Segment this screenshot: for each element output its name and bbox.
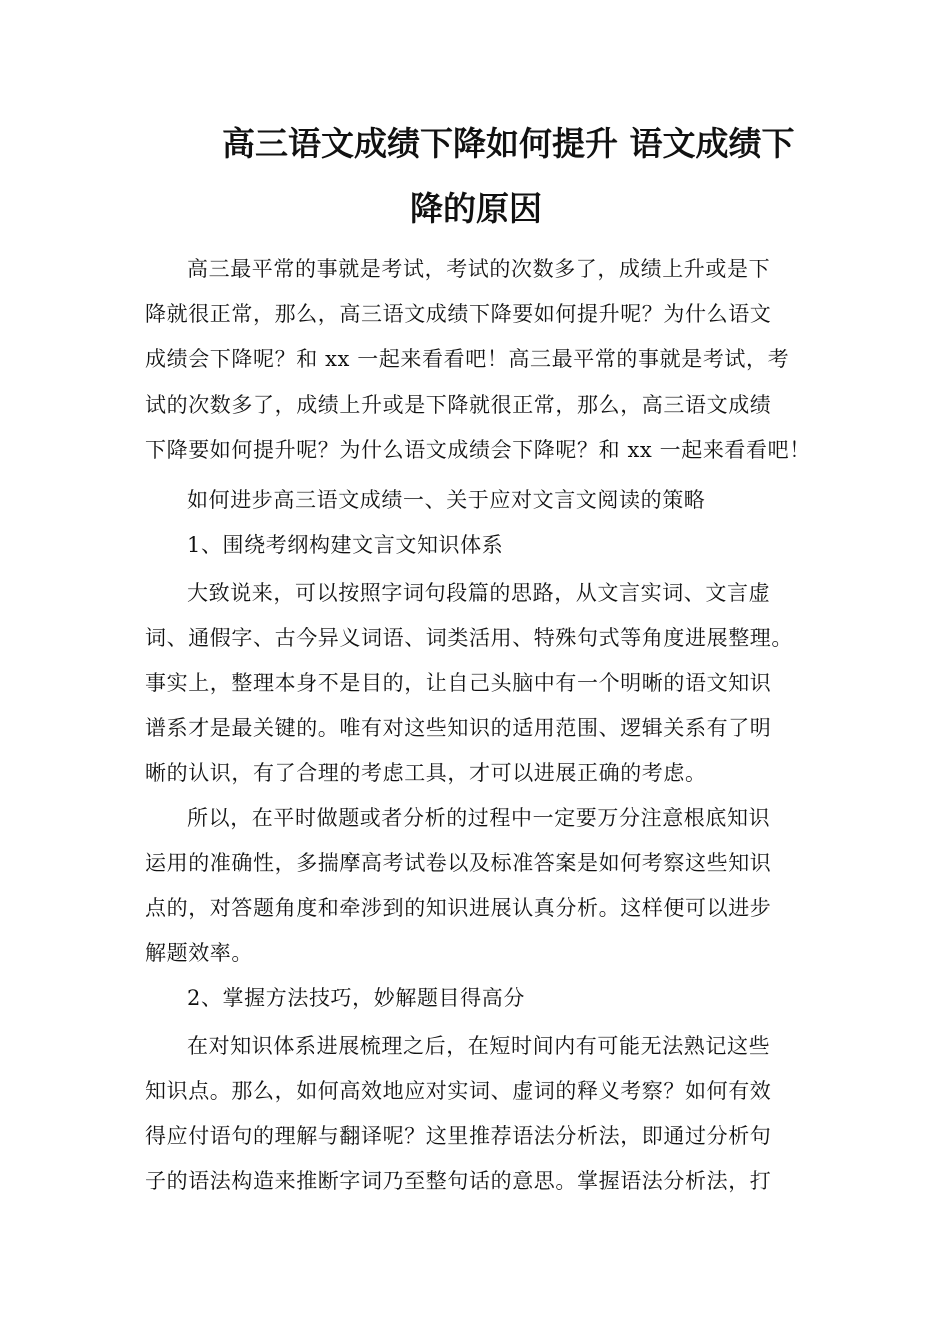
paragraph-line: 试的次数多了，成绩上升或是下降就很正常，那么，高三语文成绩 [145,393,772,417]
paragraph-line: 运用的准确性，多揣摩高考试卷以及标准答案是如何考察这些知识 [145,851,772,875]
paragraph-line: 降就很正常，那么，高三语文成绩下降要如何提升呢？为什么语文 [145,302,772,326]
paragraph-line: 事实上，整理本身不是目的，让自己头脑中有一个明晰的语文知识 [145,671,772,695]
paragraph-line: 晰的认识，有了合理的考虑工具，才可以进展正确的考虑。 [145,761,707,785]
paragraph-line: 知识点。那么，如何高效地应对实词、虚词的释义考察？如何有效 [145,1079,772,1103]
paragraph-line: 下降要如何提升呢？为什么语文成绩会下降呢？和 xx 一起来看看吧！ [145,438,811,462]
paragraph-line: 在对知识体系进展梳理之后，在短时间内有可能无法熟记这些 [187,1034,771,1058]
paragraph-line: 点的，对答题角度和牵涉到的知识进展认真分析。这样便可以进步 [145,896,772,920]
paragraph-line: 所以，在平时做题或者分析的过程中一定要万分注意根底知识 [187,806,771,830]
paragraph-line: 词、通假字、古今异义词语、词类活用、特殊句式等角度进展整理。 [145,626,793,650]
paragraph-line: 解题效率。 [145,941,253,965]
paragraph-line: 子的语法构造来推断字词乃至整句话的意思。掌握语法分析法，打 [145,1169,772,1193]
paragraph-line: 大致说来，可以按照字词句段篇的思路，从文言实词、文言虚 [187,581,771,605]
section-heading: 如何进步高三语文成绩一、关于应对文言文阅读的策略 [187,488,706,512]
document-title-line-1: 高三语文成绩下降如何提升 语文成绩下 [222,124,795,163]
document-title-line-2: 降的原因 [410,189,542,228]
paragraph-line: 得应付语句的理解与翻译呢？这里推荐语法分析法，即通过分析句 [145,1124,772,1148]
paragraph-line: 谱系才是最关键的。唯有对这些知识的适用范围、逻辑关系有了明 [145,716,772,740]
subsection-heading: 2、掌握方法技巧，妙解题目得高分 [187,986,525,1010]
subsection-heading: 1、围绕考纲构建文言文知识体系 [187,533,504,557]
paragraph-line: 成绩会下降呢？和 xx 一起来看看吧！高三最平常的事就是考试，考 [145,347,790,371]
paragraph-line: 高三最平常的事就是考试，考试的次数多了，成绩上升或是下 [187,257,771,281]
